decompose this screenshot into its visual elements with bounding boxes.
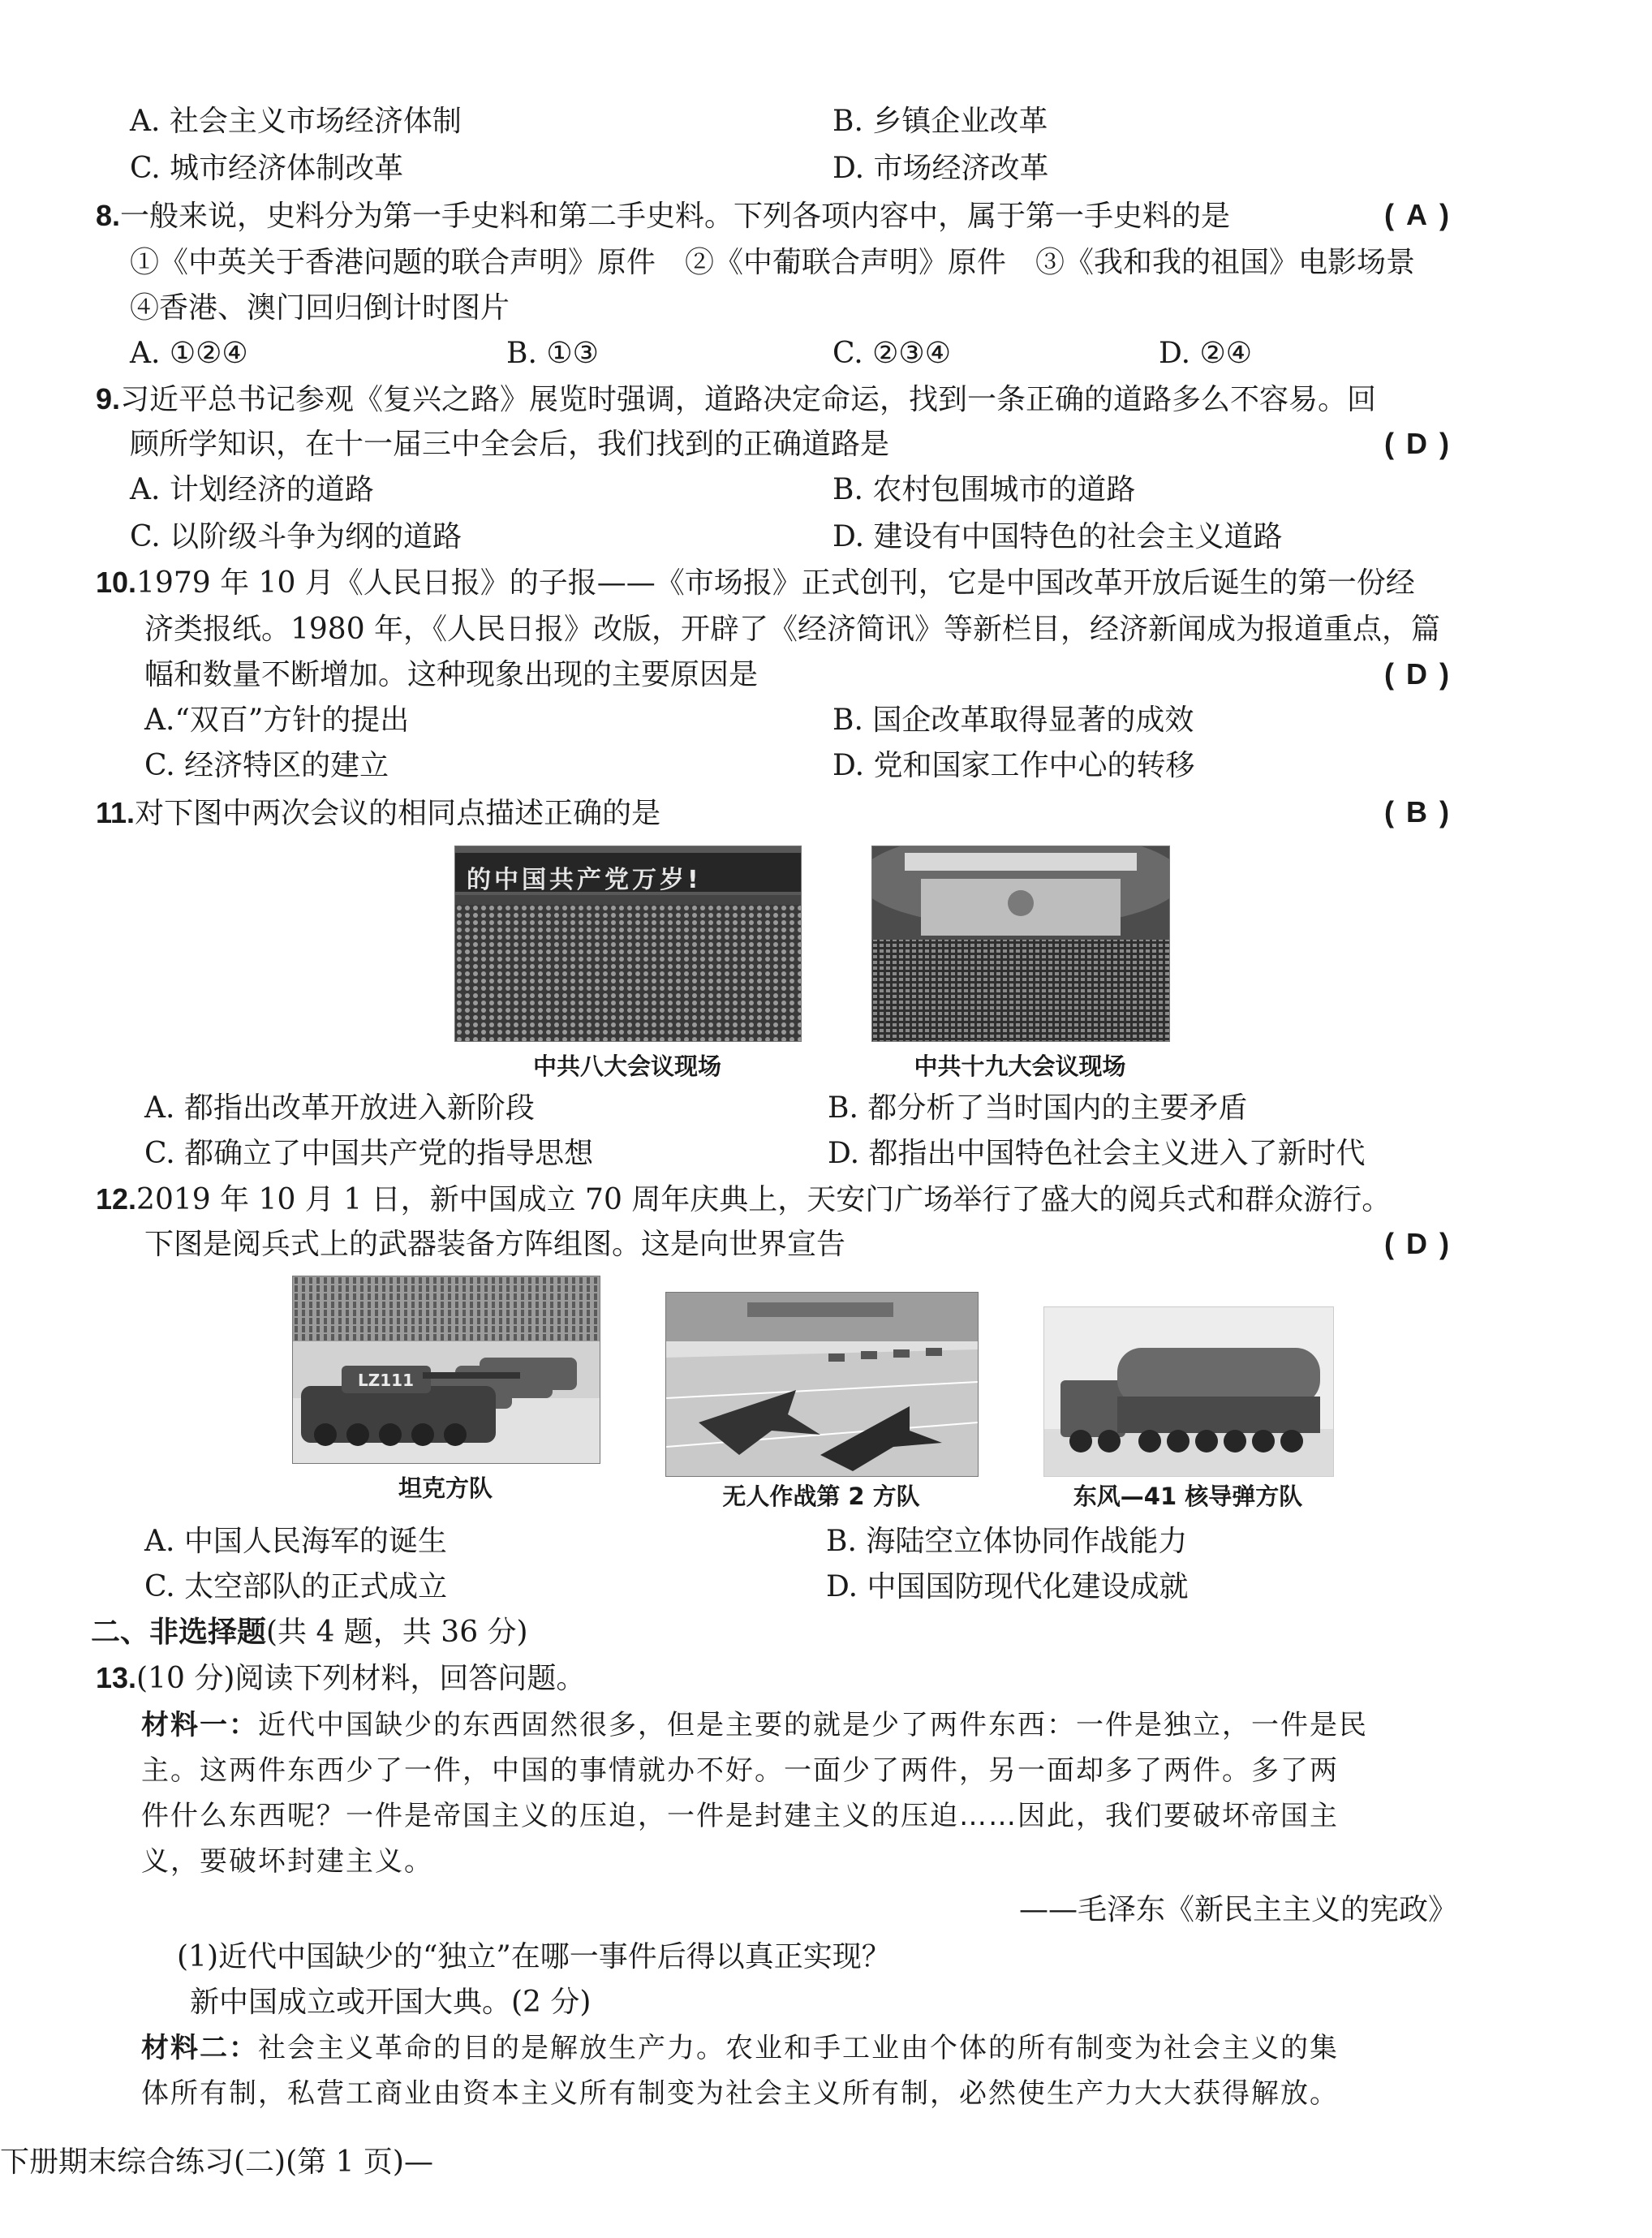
q8-option-b: B. ①③ [506, 337, 599, 370]
q10-stem-line3: 幅和数量不断增加。这种现象出现的主要原因是 [144, 658, 759, 691]
q10-option-b: B. 国企改革取得显著的成效 [832, 704, 1194, 737]
q10-number: 10. [96, 566, 137, 599]
q8-option-c: C. ②③④ [832, 337, 951, 370]
q10-stem1: 1979 年 10 月《人民日报》的子报——《市场报》正式创刊，它是中国改革开放后诞生的第一份经 [136, 566, 1415, 600]
nineteenth-congress-illustration [872, 846, 1169, 1041]
q13-material1-line4: 义，要破坏封建主义。 [141, 1845, 433, 1878]
eighth-congress-caption: 中共八大会议现场 [532, 1052, 721, 1080]
q13-material1-text1: 近代中国缺少的东西固然很多，但是主要的就是少了两件东西：一件是独立，一件是民 [258, 1709, 1368, 1741]
q8-answer: ( A ) [1384, 198, 1449, 231]
q12-option-c: C. 太空部队的正式成立 [144, 1570, 448, 1603]
q9-number: 9. [96, 382, 121, 415]
q13-material2-text1: 社会主义革命的目的是解放生产力。农业和手工业由个体的所有制变为社会主义的集 [258, 2032, 1339, 2064]
section2-title: 二、非选择题 [91, 1616, 267, 1649]
q12-stem1: 2019 年 10 月 1 日，新中国成立 70 周年庆典上，天安门广场举行了盛大的阅兵式和群众游行。 [136, 1183, 1392, 1216]
page-footer: 下册期末综合练习(二)(第 1 页)— [0, 2145, 433, 2179]
q13-subquestion1: (1)近代中国缺少的“独立”在哪一事件后得以真正实现？ [177, 1940, 891, 1973]
q9-answer-letter: D [1406, 427, 1427, 460]
tank-hull-number: LZ111 [358, 1371, 414, 1390]
q8-answer-letter: A [1406, 198, 1427, 231]
q8-items-line2: ④香港、澳门回归倒计时图片 [130, 291, 510, 325]
q10-stem-line1 [96, 565, 1415, 601]
q12-option-a: A. 中国人民海军的诞生 [144, 1525, 447, 1558]
q7-option-b: B. 乡镇企业改革 [832, 105, 1048, 138]
tank-formation-photo [292, 1276, 600, 1464]
q12-number: 12. [96, 1182, 137, 1216]
q9-answer: ( D ) [1384, 427, 1449, 460]
q13-material1-label: 材料一： [141, 1709, 258, 1741]
q8-stem-line [96, 198, 1230, 235]
q9-option-d: D. 建设有中国特色的社会主义道路 [832, 520, 1283, 553]
eighth-congress-banner: 的中国共产党万岁! [467, 866, 702, 894]
q12-answer: ( D ) [1384, 1227, 1449, 1260]
df41-formation-caption: 东风—41 核导弹方队 [1073, 1483, 1303, 1510]
q7-option-c: C. 城市经济体制改革 [130, 152, 404, 185]
q10-option-d: D. 党和国家工作中心的转移 [832, 749, 1195, 782]
q12-option-b: B. 海陆空立体协同作战能力 [826, 1525, 1188, 1558]
q9-stem1: 习近平总书记参观《复兴之路》展览时强调，道路决定命运，找到一条正确的道路多么不容易。回 [120, 383, 1377, 416]
q13-material1-source: ——毛泽东《新民主主义的宪政》 [1019, 1893, 1458, 1926]
q13-material1-line1 [141, 1707, 1368, 1743]
q12-answer-letter: D [1406, 1227, 1427, 1260]
q11-option-a: A. 都指出改革开放进入新阶段 [144, 1091, 535, 1125]
q9-option-c: C. 以阶级斗争为纲的道路 [130, 520, 462, 553]
q11-option-b: B. 都分析了当时国内的主要矛盾 [828, 1091, 1248, 1125]
missile-truck-illustration [1044, 1307, 1333, 1476]
q11-option-c: C. 都确立了中国共产党的指导思想 [144, 1137, 594, 1170]
q8-option-a: A. ①②④ [130, 337, 248, 370]
eighth-congress-photo [454, 846, 802, 1042]
q13-number: 13. [96, 1661, 137, 1694]
q8-stem: 一般来说，史料分为第一手史料和第二手史料。下列各项内容中，属于第一手史料的是 [120, 200, 1231, 233]
q13-stem: (10 分)阅读下列材料，回答问题。 [136, 1662, 586, 1695]
drone-formation-caption: 无人作战第 2 方队 [722, 1483, 920, 1510]
q11-number: 11. [96, 796, 136, 829]
q13-material2-line2: 体所有制，私营工商业由资本主义所有制变为社会主义所有制，必然使生产力大大获得解放。 [141, 2077, 1339, 2110]
q8-number: 8. [96, 199, 121, 232]
q10-answer: ( D ) [1384, 657, 1449, 691]
q7-option-a: A. 社会主义市场经济体制 [130, 105, 462, 138]
tank-formation-caption: 坦克方队 [398, 1474, 493, 1502]
tank-illustration [293, 1276, 600, 1463]
q11-stem: 对下图中两次会议的相同点描述正确的是 [135, 797, 661, 830]
q8-option-d: D. ②④ [1159, 337, 1253, 370]
q12-stem-line2: 下图是阅兵式上的武器装备方阵组图。这是向世界宣告 [144, 1228, 846, 1261]
q8-items-line1: ①《中英关于香港问题的联合声明》原件 ②《中葡联合声明》原件 ③《我和我的祖国》电影场景 [130, 246, 1416, 279]
q13-material2-line1 [141, 2030, 1339, 2066]
q10-answer-letter: D [1406, 657, 1427, 691]
drone-formation-photo [665, 1292, 979, 1477]
q10-option-c: C. 经济特区的建立 [144, 749, 389, 782]
q10-stem-line2: 济类报纸。1980 年，《人民日报》改版，开辟了《经济简讯》等新栏目，经济新闻成为报道重点，篇 [144, 613, 1441, 646]
q13-subquestion1-answer: 新中国成立或开国大典。(2 分) [190, 1986, 592, 2019]
q7-option-d: D. 市场经济改革 [832, 152, 1049, 185]
q13-material2-label: 材料二： [141, 2032, 258, 2064]
section2-meta: (共 4 题，共 36 分) [266, 1616, 528, 1649]
q9-option-a: A. 计划经济的道路 [130, 473, 374, 506]
section2-heading [91, 1615, 528, 1651]
nineteenth-congress-caption: 中共十九大会议现场 [914, 1052, 1126, 1080]
q9-stem-line2: 顾所学知识，在十一届三中全会后，我们找到的正确道路是 [130, 428, 890, 461]
q11-answer: ( B ) [1384, 795, 1449, 828]
q13-material1-line3: 件什么东西呢？一件是帝国主义的压迫，一件是封建主义的压迫……因此，我们要破坏帝国主 [141, 1800, 1339, 1832]
q12-option-d: D. 中国国防现代化建设成就 [826, 1570, 1189, 1603]
q9-stem-line1 [96, 381, 1376, 418]
q12-stem-line1 [96, 1181, 1391, 1218]
df41-formation-photo [1043, 1306, 1334, 1477]
q11-option-d: D. 都指出中国特色社会主义进入了新时代 [828, 1137, 1366, 1170]
q10-option-a: A.“双百”方针的提出 [144, 704, 410, 737]
q13-material1-line2: 主。这两件东西少了一件，中国的事情就办不好。一面少了两件，另一面却多了两件。多了两 [141, 1754, 1339, 1787]
q9-option-b: B. 农村包围城市的道路 [832, 473, 1136, 506]
q13-stem-line [96, 1660, 585, 1697]
q11-stem-line [96, 795, 660, 832]
drone-illustration [666, 1293, 978, 1476]
nineteenth-congress-photo [871, 846, 1170, 1042]
q11-answer-letter: B [1406, 795, 1427, 828]
